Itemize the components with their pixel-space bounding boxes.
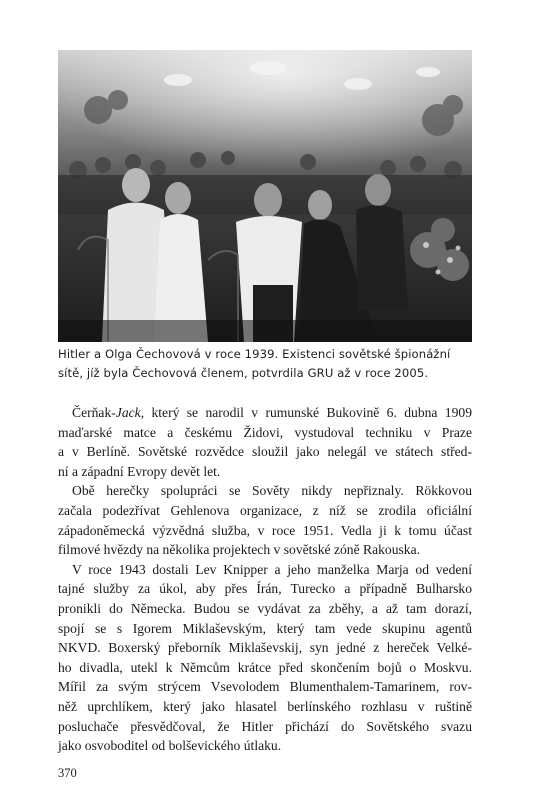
text-line: něž uprchlíkem, který jako hlasatel berlínského rozhlasu v ruštině [58,698,472,714]
text-fragment: , který se narodil v rumunské Bukovině 6. dubna 1909 [140,405,472,420]
text-line: Mířil za svým strýcem Vsevolodem Blumenthalem-Tamarinem, rov- [58,679,472,695]
text-line: maďarské matce a českému Židovi, vystudoval techniku v Praze [58,424,472,440]
text-line: V roce 1943 dostali Lev Knipper a jeho manželka Marja od vedení [72,561,472,577]
text-line: spojí se s Igorem Miklaševským, který tam vede skupinu agentů [58,620,472,636]
text-fragment: Čerňak- [72,405,116,420]
text-line: NKVD. Boxerský přeborník Miklaševskij, syn jedné z hereček Velké- [58,640,472,656]
text-line: a v Berlíně. Sovětské rozvědce sloužil jako nelegál ve státech střed- [58,444,472,460]
paragraph [58,481,472,559]
photograph-image [58,50,472,342]
historical-photograph [58,50,472,342]
caption-line: sítě, jíž byla Čechovová členem, potvrdila GRU až v roce 2005. [58,366,429,380]
text-line: posluchače přesvědčoval, že Hitler přichází do Sovětského svazu [58,718,472,734]
text-line: jako osvoboditel od bolševického útlaku. [58,738,282,754]
text-line: filmové hvězdy na několika projektech v sovětské zóně Rakouska. [58,542,421,558]
paragraph [58,403,472,481]
photo-caption [58,345,472,383]
caption-line: Hitler a Olga Čechovová v roce 1939. Existenci sovětské špionážní [58,347,451,361]
text-line: začala podezřívat Gehlenova organizace, z níž se zrodila oficiální [58,502,472,518]
body-text [58,403,472,756]
text-line: Obě herečky spolupráci se Sověty nikdy nepřiznaly. Rökkovou [72,483,472,499]
text-line [58,403,472,423]
italic-name: Jack [115,405,141,420]
text-line: ní a západní Evropy devět let. [58,463,221,479]
page-number: 370 [58,766,77,780]
text-line: pronikli do Německa. Budou se vydávat za zběhy, a až tam dorazí, [58,600,472,616]
text-line: ho divadla, utekl k Němcům krátce před skončením bojů o Moskvu. [58,659,472,675]
text-line: západoněmecká výzvědná služba, v roce 1951. Vedla ji k tomu účast [58,522,472,538]
text-line: tajné služby za úkol, aby přes Írán, Turecko a případně Bulharsko [58,581,472,597]
paragraph [58,560,472,756]
